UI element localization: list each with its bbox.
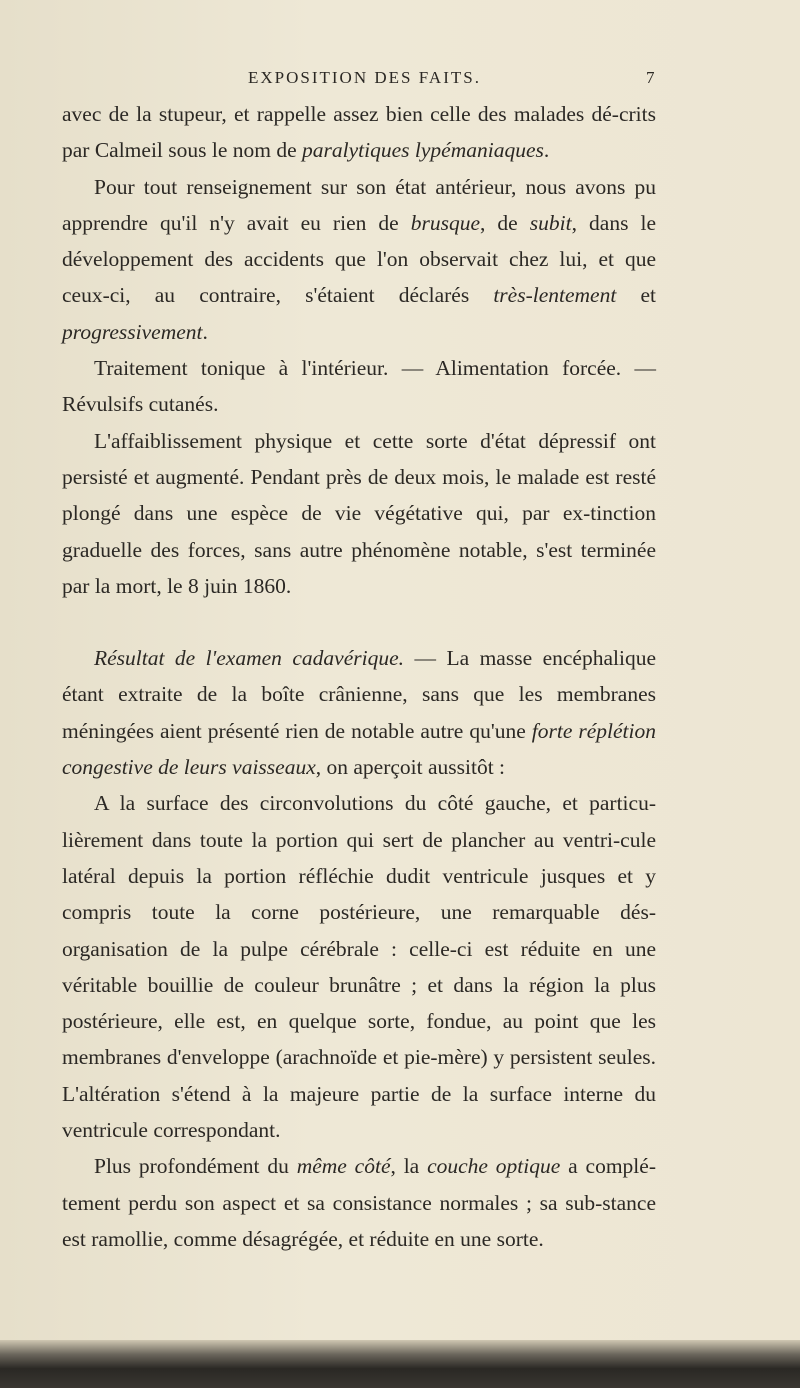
page-number: 7 (646, 68, 657, 87)
italic-term: couche optique (427, 1154, 561, 1179)
paragraph (62, 169, 656, 350)
body-text (62, 96, 656, 1257)
text-run: . (543, 138, 550, 163)
italic-term: même côté (296, 1154, 391, 1179)
paragraph: Traitement tonique à l'intérieur. — Alimentation forcée. — Révulsifs cutanés. (62, 356, 656, 417)
text-run: — La masse encéphalique étant extraite de la boîte crânienne, sans que les membranes méningées aient présenté rien de notable autre qu'une (62, 646, 656, 743)
paragraph (62, 1148, 656, 1257)
italic-term: subit (529, 210, 572, 235)
header-title: EXPOSITION DES FAITS. (248, 68, 481, 87)
italic-term: brusque (410, 210, 481, 235)
paragraph (62, 96, 656, 169)
text-run: a complé-tement perdu son aspect et sa consistance normales ; sa sub-stance est ramollie, comme désagrégée, et réduite en une sorte. (62, 1154, 656, 1251)
text-run: , la (390, 1154, 428, 1179)
text-run: , dans le développement des accidents que l'on observait chez lui, et que ceux-ci, au contraire, s'étaient déclarés (62, 210, 656, 308)
text-run: et (616, 283, 656, 308)
scan-edge-shadow (0, 1340, 800, 1388)
italic-heading: Résultat de l'examen cadavérique. (94, 646, 405, 671)
text-run: . (202, 319, 208, 344)
italic-term: paralytiques lypémaniaques (302, 138, 544, 163)
text-run: Plus profondément du (94, 1154, 297, 1179)
text-run: , on aperçoit aussitôt : (315, 755, 506, 780)
paragraph: L'affaiblissement physique et cette sorte d'état dépressif ont persisté et augmenté. Pendant près de deux mois, le malade est resté plongé dans une espèce de vie végétative qui, par ex-tinction graduelle des forces, sans autre phénomène notable, s'est terminée par la mort, le 8 juin 1860. (62, 428, 656, 598)
text-run: , de (480, 210, 530, 235)
text-run: avec de la stupeur, et rappelle assez bien celle des malades dé-crits par Calmeil sous le nom de (62, 102, 656, 163)
text-run: Pour tout renseignement sur son état antérieur, nous avons pu apprendre qu'il n'y avait eu rien de (62, 174, 656, 235)
paragraph (62, 640, 656, 785)
italic-term: très-lentement (493, 283, 617, 308)
italic-term: forte réplétion congestive de leurs vaisseaux (62, 718, 656, 780)
paragraph: A la surface des circonvolutions du côté gauche, et particu-lièrement dans toute la portion qui sert de plancher au ventri-cule latéral depuis la portion réfléchie dudit ventricule jusques et y compris toute la corne postérieure, une remarquable dés-organisation de la pulpe cérébrale : celle-ci est réduite en une véritable bouillie de couleur brunâtre ; et dans la région la plus postérieure, elle est, en quelque sorte, fondue, au point que les membranes d'enveloppe (arachnoïde et pie-mère) y persistent seules. L'altération s'étend à la majeure partie de la surface interne du ventricule correspondant. (62, 791, 656, 1143)
italic-term: progressivement (62, 319, 203, 344)
